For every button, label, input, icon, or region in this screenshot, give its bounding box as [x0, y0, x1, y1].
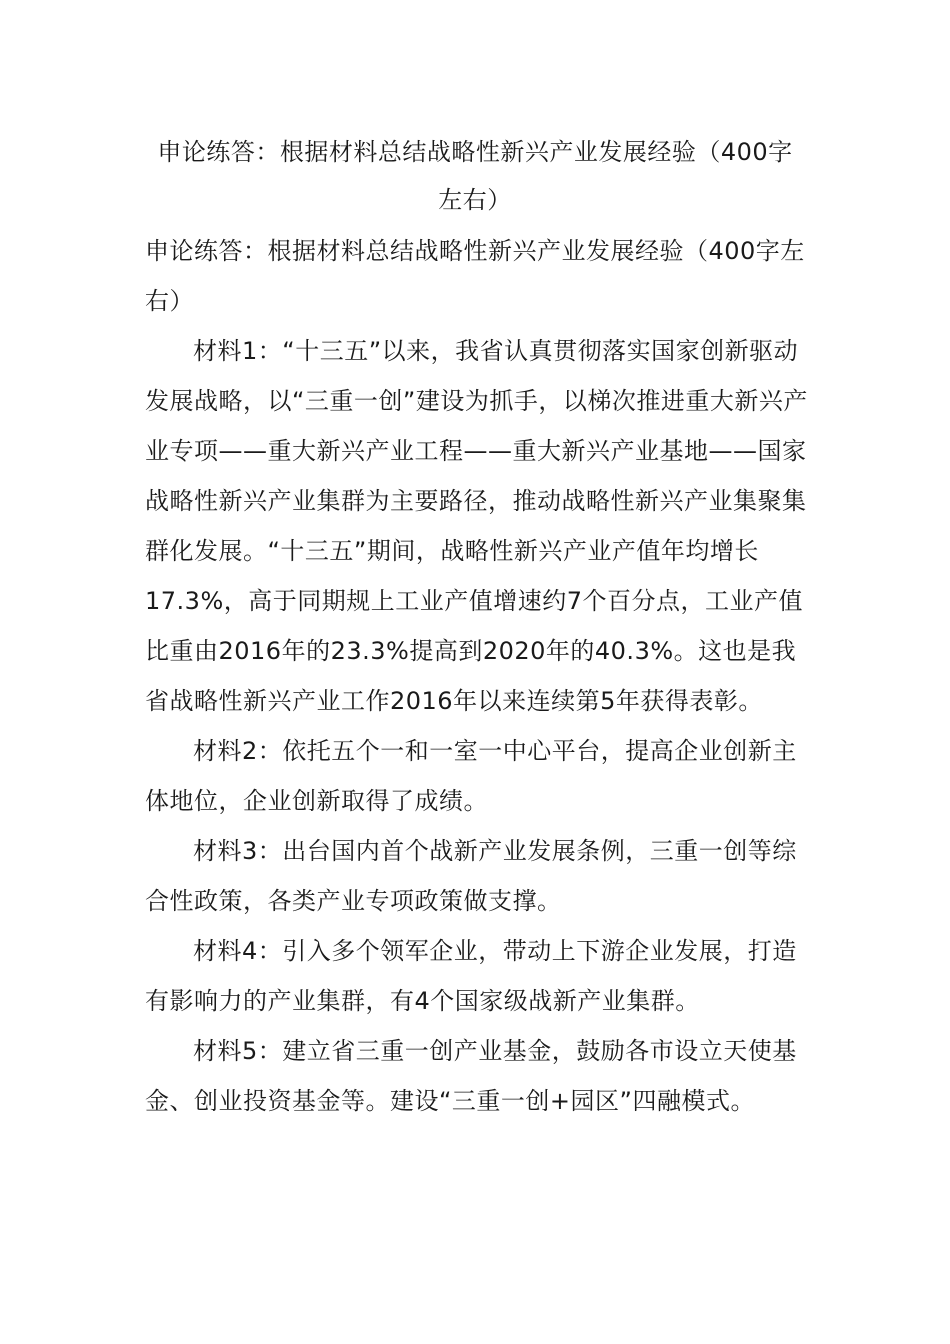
material-paragraph-2: 材料2：依托五个一和一室一中心平台，提高企业创新主体地位，企业创新取得了成绩。: [145, 737, 797, 815]
material-paragraph-5: 材料5：建立省三重一创产业基金，鼓励各市设立天使基金、创业投资基金等。建设“三重一创+园区”四融模式。: [145, 1037, 797, 1115]
document-body: [145, 226, 809, 1126]
material-paragraph-3: 材料3：出台国内首个战新产业发展条例，三重一创等综合性政策，各类产业专项政策做支撑。: [145, 837, 797, 915]
material-paragraph-4: 材料4：引入多个领军企业，带动上下游企业发展，打造有影响力的产业集群，有4个国家级战新产业集群。: [145, 937, 797, 1015]
material-paragraph-1: 材料1：“十三五”以来，我省认真贯彻落实国家创新驱动发展战略，以“三重一创”建设为抓手，以梯次推进重大新兴产业专项——重大新兴产业工程——重大新兴产业基地——国家战略性新兴产业集群为主要路径，推动战略性新兴产业集聚集群化发展。“十三五”期间，战略性新兴产业产值年均增长17.3%，高于同期规上工业产值增速约7个百分点，工业产值比重由2016年的23.3%提高到2020年的40.3%。这也是我省战略性新兴产业工作2016年以来连续第5年获得表彰。: [145, 337, 808, 715]
document-title: 申论练答：根据材料总结战略性新兴产业发展经验（400字左右）: [157, 138, 793, 214]
document-subtitle: 申论练答：根据材料总结战略性新兴产业发展经验（400字左右）: [145, 237, 805, 315]
